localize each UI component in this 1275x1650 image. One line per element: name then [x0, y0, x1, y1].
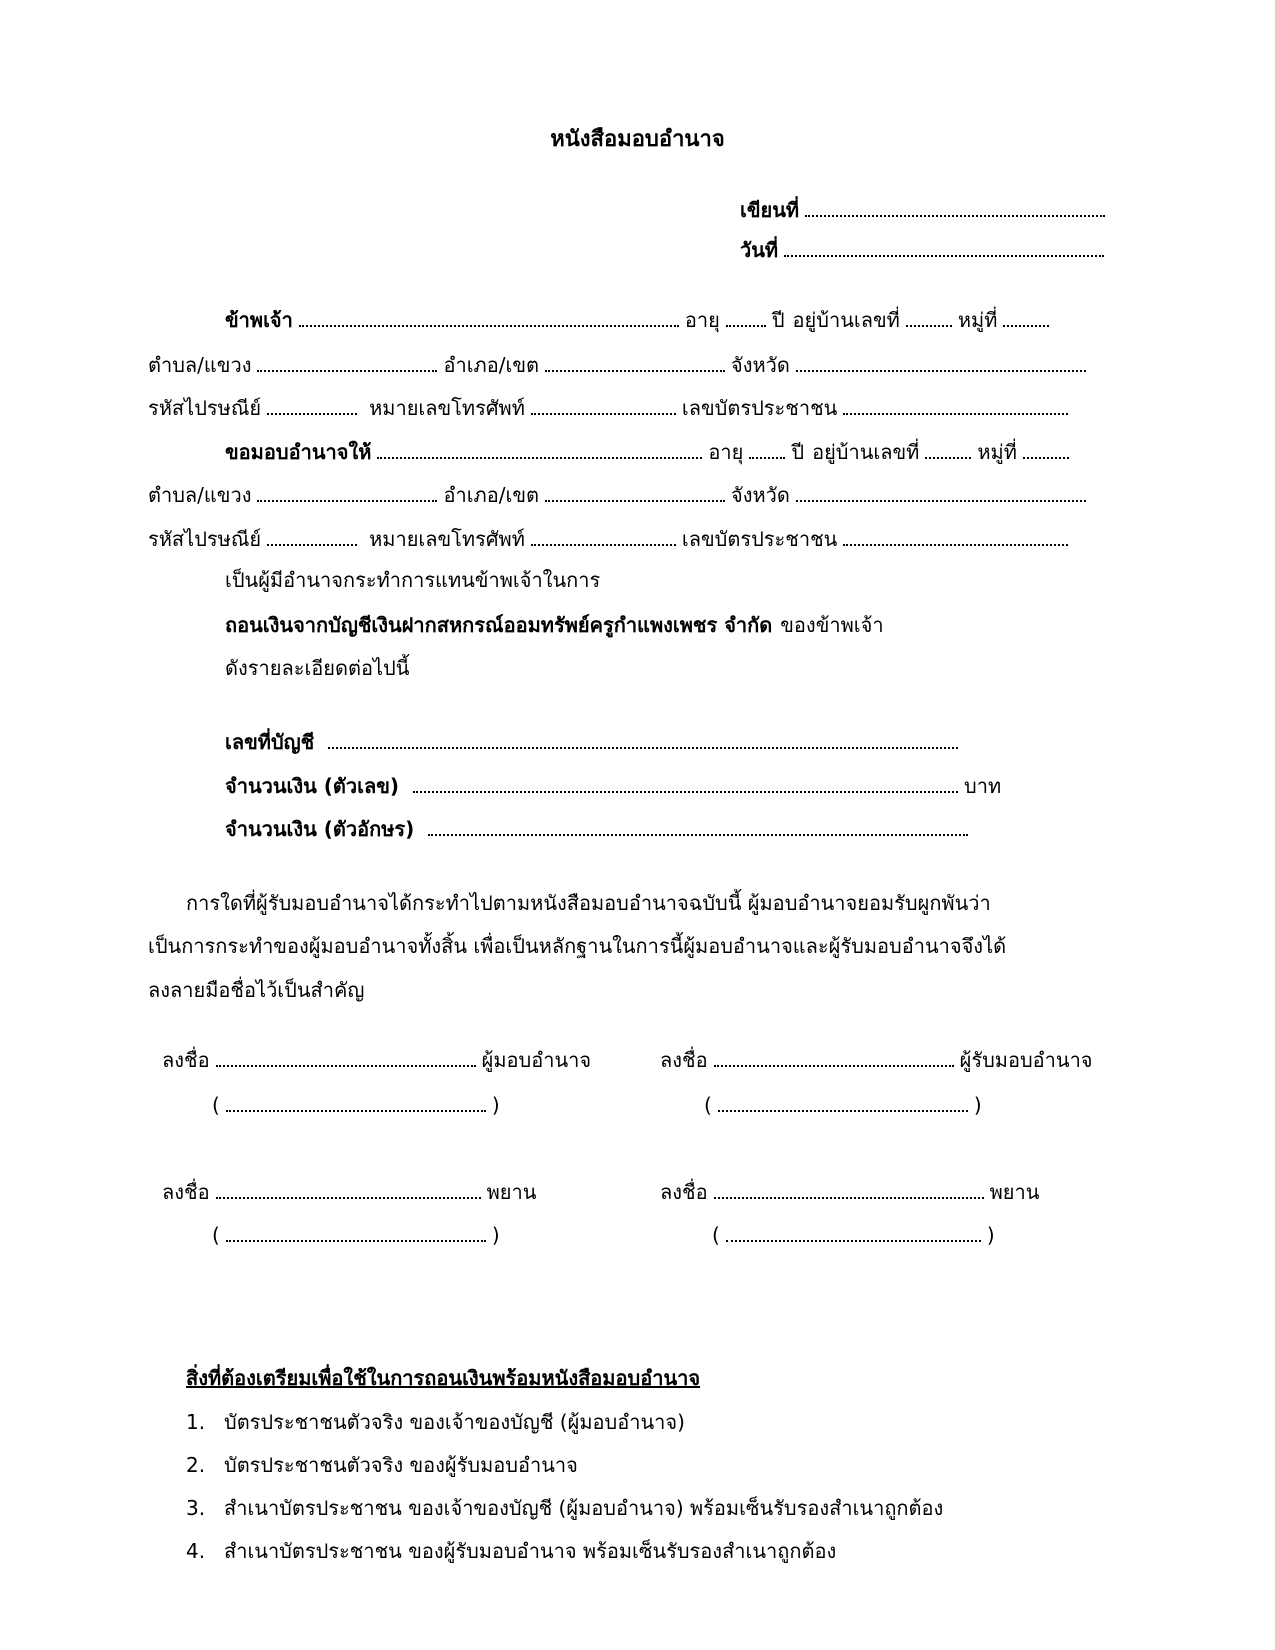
- date-field[interactable]: [740, 236, 1110, 264]
- document-title: หนังสือมอบอำนาจ: [550, 127, 725, 152]
- requirement-item: [186, 1537, 836, 1565]
- witness-role: พยาน: [486, 1180, 537, 1204]
- grantee-signature[interactable]: [660, 1046, 1093, 1074]
- statement-line-1: การใดที่ผู้รับมอบอำนาจได้กระทำไปตามหนังสือมอบอำนาจฉบับนี้ ผู้มอบอำนาจยอมรับผูกพันว่า: [186, 891, 991, 915]
- grantee-district-label: อำเภอ/เขต: [443, 483, 539, 507]
- witness-role: พยาน: [989, 1180, 1040, 1204]
- amount-text-field[interactable]: [225, 815, 974, 843]
- grantee-printed-name-blank[interactable]: [718, 1092, 968, 1112]
- grantor-village-label: หมู่ที่: [957, 308, 998, 332]
- purpose-line-3: ดังรายละเอียดต่อไปนี้: [225, 656, 410, 680]
- grantor-district-blank[interactable]: [545, 352, 725, 372]
- grantor-province-blank[interactable]: [796, 352, 1086, 372]
- sign-label: ลงชื่อ: [162, 1180, 210, 1204]
- written-at-blank[interactable]: [805, 197, 1105, 217]
- grantee-age-label: อายุ: [708, 440, 744, 464]
- account-no-blank[interactable]: [328, 729, 958, 749]
- grantor-postcode-label: รหัสไปรษณีย์: [148, 396, 262, 420]
- grantor-village-blank[interactable]: [1003, 307, 1049, 327]
- grantee-village-label: หมู่ที่: [977, 440, 1017, 464]
- open-paren: (: [212, 1223, 220, 1247]
- witness-2-printed-name[interactable]: [712, 1221, 995, 1249]
- witness-1-printed-name-blank[interactable]: [226, 1222, 486, 1242]
- requirement-text: สำเนาบัตรประชาชน ของผู้รับมอบอำนาจ พร้อมเซ็นรับรองสำเนาถูกต้อง: [224, 1539, 837, 1563]
- grantee-row-2: [148, 481, 1092, 509]
- requirement-item: [186, 1408, 685, 1436]
- requirement-item: [186, 1451, 578, 1479]
- grantor-district-label: อำเภอ/เขต: [443, 353, 539, 377]
- grantor-subdistrict-blank[interactable]: [257, 352, 437, 372]
- amount-number-blank[interactable]: [413, 773, 958, 793]
- grantee-postcode-blank[interactable]: [267, 526, 357, 546]
- grantee-year-label: ปี: [791, 440, 805, 464]
- grantee-house-no-label: อยู่บ้านเลขที่: [812, 440, 920, 464]
- grantor-house-no-label: อยู่บ้านเลขที่: [792, 308, 900, 332]
- statement-line-3: ลงลายมือชื่อไว้เป็นสำคัญ: [148, 978, 365, 1002]
- open-paren: (: [712, 1223, 720, 1247]
- amount-number-field[interactable]: [225, 772, 1001, 800]
- grantee-name-blank[interactable]: [377, 439, 702, 459]
- sign-label: ลงชื่อ: [162, 1048, 210, 1072]
- grantee-label: ขอมอบอำนาจให้: [225, 440, 372, 464]
- grantor-row-3: [148, 394, 1074, 422]
- sign-label: ลงชื่อ: [660, 1180, 708, 1204]
- requirement-number: 1.: [186, 1410, 206, 1434]
- grantee-phone-blank[interactable]: [531, 526, 676, 546]
- grantee-district-blank[interactable]: [545, 482, 725, 502]
- currency-label: บาท: [964, 774, 1002, 798]
- grantee-signature-blank[interactable]: [714, 1047, 954, 1067]
- written-at-field[interactable]: [740, 196, 1111, 224]
- requirements-heading: สิ่งที่ต้องเตรียมเพื่อใช้ในการถอนเงินพร้อมหนังสือมอบอำนาจ: [186, 1366, 701, 1390]
- grantee-printed-name[interactable]: [704, 1091, 982, 1119]
- grantee-province-blank[interactable]: [796, 482, 1086, 502]
- witness-1-signature-blank[interactable]: [216, 1179, 481, 1199]
- grantee-village-blank[interactable]: [1023, 439, 1069, 459]
- grantor-province-label: จังหวัด: [730, 353, 790, 377]
- requirement-text: บัตรประชาชนตัวจริง ของผู้รับมอบอำนาจ: [224, 1453, 578, 1477]
- grantor-subdistrict-label: ตำบล/แขวง: [148, 353, 252, 377]
- requirement-text: บัตรประชาชนตัวจริง ของเจ้าของบัญชี (ผู้มอบอำนาจ): [224, 1410, 685, 1434]
- open-paren: (: [212, 1093, 220, 1117]
- close-paren: ): [491, 1093, 500, 1117]
- purpose-bold-text: ถอนเงินจากบัญชีเงินฝากสหกรณ์ออมทรัพย์ครูกำแพงเพชร จำกัด: [225, 613, 773, 637]
- written-at-label: เขียนที่: [740, 198, 800, 222]
- grantee-id-card-label: เลขบัตรประชาชน: [681, 527, 838, 551]
- grantor-house-no-blank[interactable]: [906, 307, 952, 327]
- grantor-signature[interactable]: [162, 1046, 591, 1074]
- witness-2-printed-name-blank[interactable]: [726, 1222, 981, 1242]
- grantee-postcode-label: รหัสไปรษณีย์: [148, 527, 262, 551]
- purpose-line-1: เป็นผู้มีอำนาจกระทำการแทนข้าพเจ้าในการ: [225, 568, 601, 592]
- witness-1-signature[interactable]: [162, 1178, 536, 1206]
- witness-2-signature-blank[interactable]: [714, 1179, 984, 1199]
- witness-2-signature[interactable]: [660, 1178, 1039, 1206]
- close-paren: ): [491, 1223, 500, 1247]
- open-paren: (: [704, 1093, 712, 1117]
- grantor-printed-name[interactable]: [212, 1091, 500, 1119]
- requirement-item: [186, 1494, 943, 1522]
- grantor-phone-blank[interactable]: [531, 395, 676, 415]
- grantee-row-1: [225, 438, 1075, 466]
- close-paren: ): [973, 1093, 982, 1117]
- grantor-year-label: ปี: [771, 308, 785, 332]
- amount-text-blank[interactable]: [428, 816, 968, 836]
- grantor-age-label: อายุ: [684, 308, 720, 332]
- sign-label: ลงชื่อ: [660, 1048, 708, 1072]
- grantor-name-blank[interactable]: [299, 307, 679, 327]
- grantor-id-card-label: เลขบัตรประชาชน: [681, 396, 838, 420]
- grantor-postcode-blank[interactable]: [267, 395, 357, 415]
- witness-1-printed-name[interactable]: [212, 1221, 500, 1249]
- purpose-line-2: [225, 611, 884, 639]
- grantor-printed-name-blank[interactable]: [226, 1092, 486, 1112]
- grantee-id-card-blank[interactable]: [843, 526, 1068, 546]
- requirement-number: 2.: [186, 1453, 206, 1477]
- grantee-row-3: [148, 525, 1074, 553]
- date-label: วันที่: [740, 238, 779, 262]
- grantee-subdistrict-label: ตำบล/แขวง: [148, 483, 252, 507]
- account-no-field[interactable]: [225, 728, 964, 756]
- account-no-label: เลขที่บัญชี: [225, 730, 315, 754]
- requirement-text: สำเนาบัตรประชาชน ของเจ้าของบัญชี (ผู้มอบอำนาจ) พร้อมเซ็นรับรองสำเนาถูกต้อง: [224, 1496, 944, 1520]
- grantor-age-blank[interactable]: [726, 307, 766, 327]
- amount-number-label: จำนวนเงิน (ตัวเลข): [225, 774, 400, 798]
- grantee-phone-label: หมายเลขโทรศัพท์: [369, 527, 525, 551]
- grantor-label: ข้าพเจ้า: [225, 308, 293, 332]
- grantee-province-label: จังหวัด: [730, 483, 790, 507]
- grantee-subdistrict-blank[interactable]: [257, 482, 437, 502]
- close-paren: ): [986, 1223, 995, 1247]
- grantor-row-1: [225, 306, 1055, 334]
- requirement-number: 3.: [186, 1496, 206, 1520]
- grantee-role: ผู้รับมอบอำนาจ: [959, 1048, 1093, 1072]
- grantee-age-blank[interactable]: [749, 439, 785, 459]
- grantor-row-2: [148, 351, 1092, 379]
- amount-text-label: จำนวนเงิน (ตัวอักษร): [225, 817, 415, 841]
- date-blank[interactable]: [784, 237, 1104, 257]
- statement-line-2: เป็นการกระทำของผู้มอบอำนาจทั้งสิ้น เพื่อเป็นหลักฐานในการนี้ผู้มอบอำนาจและผู้รับมอบอำนาจจึงได้: [148, 934, 1007, 958]
- grantor-phone-label: หมายเลขโทรศัพท์: [369, 396, 525, 420]
- requirement-number: 4.: [186, 1539, 206, 1563]
- grantor-signature-blank[interactable]: [216, 1047, 476, 1067]
- purpose-rest-text: ของข้าพเจ้า: [780, 613, 884, 637]
- grantor-role: ผู้มอบอำนาจ: [481, 1048, 592, 1072]
- grantee-house-no-blank[interactable]: [925, 439, 971, 459]
- grantor-id-card-blank[interactable]: [843, 395, 1068, 415]
